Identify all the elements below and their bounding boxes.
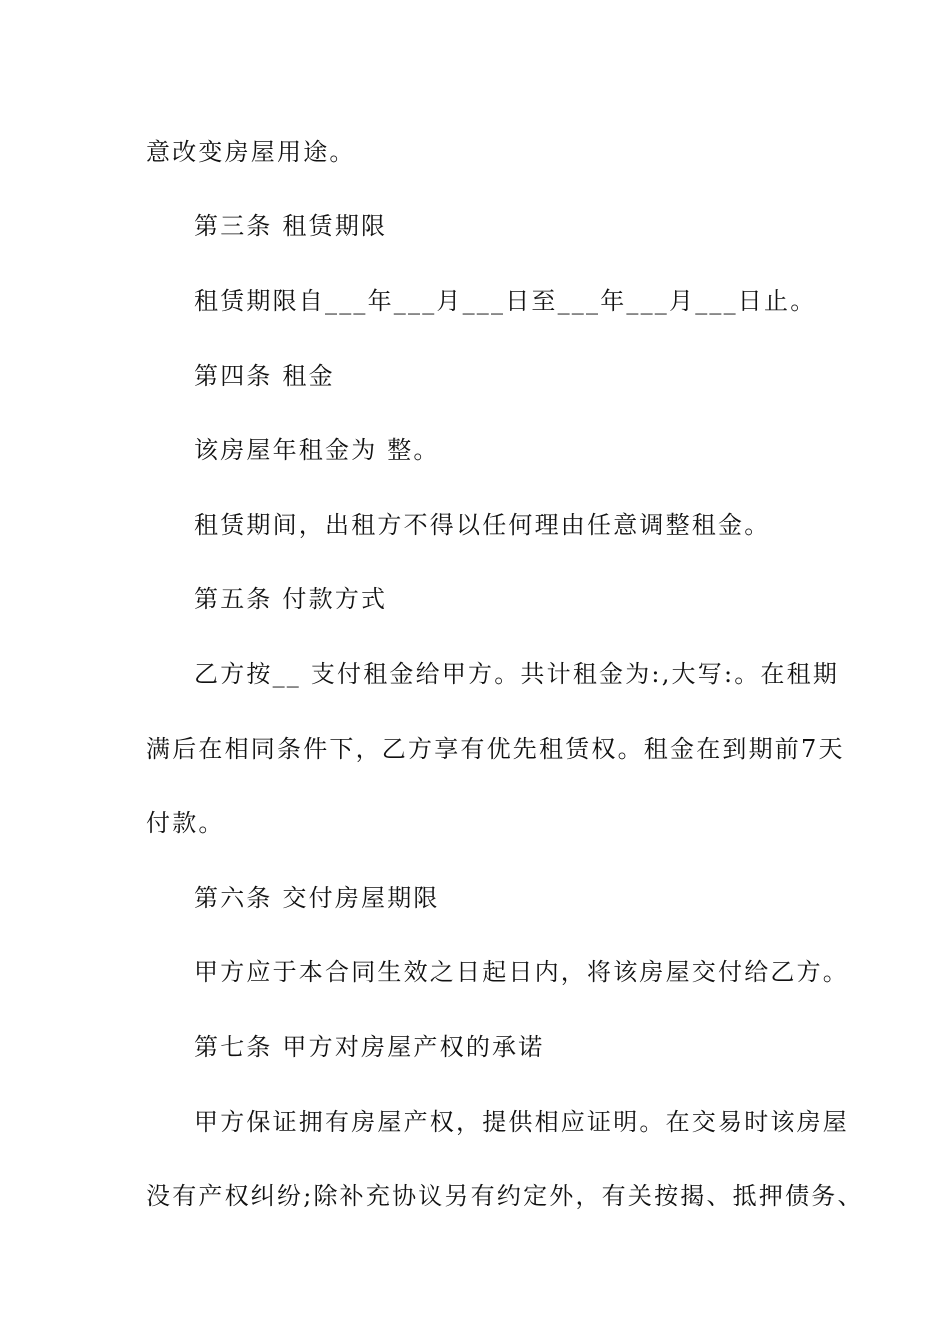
text-line-continuation: 意改变房屋用途。 <box>146 138 356 166</box>
payment-paragraph-line-2: 满后在相同条件下，乙方享有优先租赁权。租金在到期前7天 <box>146 735 845 763</box>
ownership-paragraph-line-1: 甲方保证拥有房屋产权，提供相应证明。在交易时该房屋 <box>194 1108 849 1136</box>
payment-paragraph-line-1: 乙方按__ 支付租金给甲方。共计租金为:,大写:。在租期 <box>194 660 840 688</box>
delivery-term-line: 甲方应于本合同生效之日起日内，将该房屋交付给乙方。 <box>194 958 849 986</box>
rent-adjustment-line: 租赁期间，出租方不得以任何理由任意调整租金。 <box>194 511 771 539</box>
annual-rent-line: 该房屋年租金为 整。 <box>194 436 440 464</box>
article-4-heading: 第四条 租金 <box>194 362 335 390</box>
payment-paragraph-line-3: 付款。 <box>146 809 225 837</box>
article-7-heading: 第七条 甲方对房屋产权的承诺 <box>194 1033 545 1061</box>
lease-term-line: 租赁期限自___年___月___日至___年___月___日止。 <box>194 287 817 315</box>
article-5-heading: 第五条 付款方式 <box>194 585 388 613</box>
article-6-heading: 第六条 交付房屋期限 <box>194 884 440 912</box>
ownership-paragraph-line-2: 没有产权纠纷;除补充协议另有约定外，有关按揭、抵押债务、 <box>146 1182 864 1210</box>
article-3-heading: 第三条 租赁期限 <box>194 212 388 240</box>
